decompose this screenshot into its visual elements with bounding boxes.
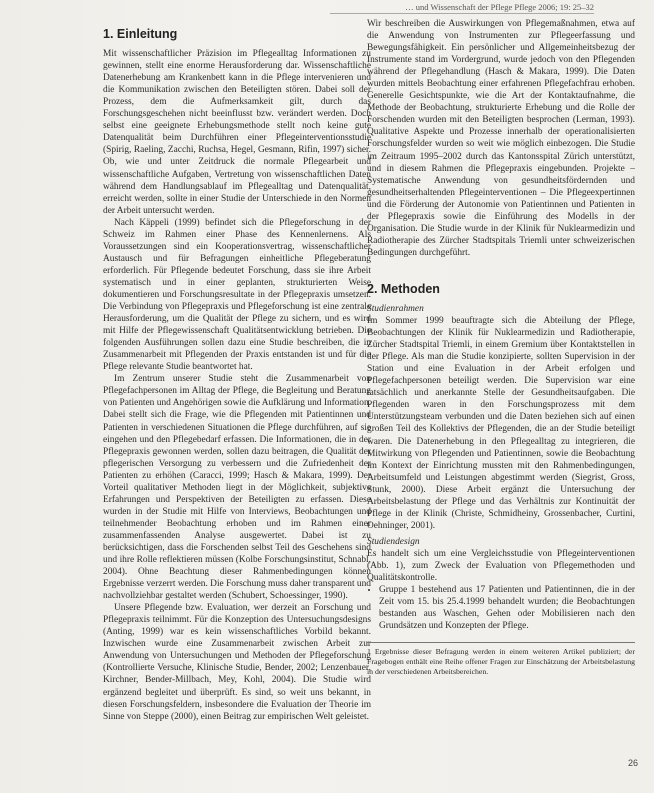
paragraph: Unsere Pflegende bzw. Evaluation, wer derzeit an Forschung und Pflegepraxis teilnimmt. Für die Konzeption des Untersuchungsdesigns (Anting, 1999) war es kein wissenschaftliches Vorbild bekannt. Inzwischen wurde eine Zusammenarbeit zwischen Arbeit zur Anwendung von Untersuchungen und Methoden der Pflegeforschung (Kontrollierte Versuche, Klinische Studie, Bender, 2002; Lenzenbauer, Kirchner, Bender-Millbach, Mey, Kohl, 2004). Die Studie wird ergänzend begleitet und überprüft. Es sind, so weit uns bekannt, in diesen Forschungsfeldern, insbesondere die Evaluation der Theorie im Sinne von Steppe (2000), einen Beitrag zur empirischen Welt geleistet.	[103, 603, 371, 722]
list-item: • Gruppe 1 bestehend aus 17 Patienten und Patientinnen, die in der Zeit vom 15. bis 25.4.1999 behandelt wurden; die Beobachtungen bestanden aus Waschen, Gehen oder Mobilisieren nach den Grundsätzen und Konzepten der Pflege.	[379, 584, 635, 632]
paragraph: Mit wissenschaftlicher Präzision im Pflegealltag Informationen zu gewinnen, stellt eine enorme Herausforderung dar. Wissenschaftliche Datenerhebung am Krankenbett kann in die Pflege intervenieren und die Kommunikation zwischen den Beteiligten stören. Dabei soll der Prozess, dem die Aufmerksamkeit gilt, durch das Forschungsgeschehen nicht beeinflusst bzw. verändert werden. Doch selbst eine geeignete Erhebungsmethode stellt noch keine gute Datenqualität beim Durchführen einer Pflegeinterventionsstudie (Spirig, Raeling, Zacchi, Ruchsa, Hegel, Gesmann, Rifin, 1997) sicher. Ob, wie und unter Zeitdruck die normale Pflegearbeit und wissenschaftliche Aufgaben, Vertretung von wissenschaftlichen Daten während dem Handlungsablauf im Pflegealltag und Datenqualität, erreicht werden, sollte in einer Studie der Unterschiede in den Normen der Arbeit untersucht werden.	[103, 49, 371, 216]
paragraph: Im Zentrum unserer Studie steht die Zusammenarbeit von Pflegefachpersonen im Alltag der Pflege, die Begleitung und Beratung von Patienten und Angehörigen sowie die Aufklärung und Information. Dabei stellt sich die Frage, wie die Pflegenden mit Patientinnen und Patienten in verschiedenen Situationen die Pflege durchführen, auf sie eingehen und den Pflegebedarf erfassen. Die Informationen, die in der Pflegepraxis gewonnen werden, sollen dazu beitragen, die Qualität der pflegerischen Versorgung zu verbessern und die Zufriedenheit der Patienten zu erhöhen (Caracci, 1999; Hasch & Makara, 1999). Der Vorteil qualitativer Methoden liegt in der Möglichkeit, subjektive Erfahrungen und Perspektiven der Beteiligten zu erfassen. Diese wurden in der Studie mit Hilfe von Interviews, Beobachtungen und teilnehmender Beobachtung erhoben und im Rahmen einer zusammenfassenden Analyse ausgewertet. Dabei ist zu berücksichtigen, dass die Forschenden selbst Teil des Geschehens sind und ihre Rolle reflektieren müssen (Kolbe Forschungsinstitut, Schnabl, 2004). Ohne Beachtung dieser Rahmenbedingungen können Ergebnisse verzerrt werden. Die Forschung muss daher transparent und nachvollziehbar gestaltet werden (Schubert, Schoessinger, 1990).	[103, 374, 371, 602]
right-column	[367, 18, 635, 778]
subheading-studiendesign: Studiendesign	[367, 536, 420, 547]
subheading-studienrahmen: Studienrahmen	[367, 303, 424, 314]
paragraph: Wir beschreiben die Auswirkungen von Pflegemaßnahmen, etwa auf die Anwendung von Instrumenten zur Pflegeerfassung und Bewegungsfähigkeit. Ein persönlicher und Allgemeinheitsbezug der Instrumente stand im Vordergrund, wurde jedoch von den Pflegenden während der Pflegehandlung (Hasch & Makara, 1999). Die Daten wurden mittels Beobachtung einer erfahrenen Pflegefachfrau erhoben. Generelle Gesichtspunkte, wie die Art der Kontaktaufnahme, die Methode der Beobachtung, strukturierte Erhebung und die Rolle der Forschenden wurden mit den Beteiligten besprochen (Lerman, 1993). Qualitative Aspekte und Prozesse innerhalb der operationalisierten Forschungsfelder wurden so weit wie möglich einbezogen. Die Studie im Zeitraum 1995–2002 durch das Kantonsspital Zürich unterstützt, und in diesem Rahmen die Pflegepraxis eingebunden. Projekte – Systematische Anwendung von gesundheitsfördernden und gesundheitserhaltenden Pflegeinterventionen – Die Pflegeexpertinnen und die Förderung der Autonomie von Patientinnen und Patienten in der Pflegepraxis sowie die Einführung des Modells in der Organisation. Die Studie wurde in der Klinik für Nuklearmedizin und Radiotherapie des Zürcher Stadtspitals Triemli unter schweizerischen Bedingungen durchgeführt.	[367, 19, 635, 258]
paragraph: Es handelt sich um eine Vergleichsstudie von Pflegeinterventionen (Abb. 1), zum Zweck der Evaluation von Pflegemethoden und Qualitätskontrolle.	[367, 548, 635, 584]
section-heading-einleitung: 1. Einleitung	[103, 27, 178, 41]
left-column	[103, 18, 371, 790]
running-header: … und Wissenschaft der Pflege Pflege 2006; 19: 25–32	[330, 2, 594, 14]
paragraph: Nach Käppeli (1999) befindet sich die Pflegeforschung in der Schweiz im Rahmen einer Phase des Kennenlernens. Als Voraussetzungen sind ein Kooperationsvertrag, wissenschaftlicher Austausch und für Befragungen einheitliche Pflegeberatung erforderlich. Für Pflegende bedeutet Forschung, dass sie ihre Arbeit systematisch und in einer geplanten, strukturierten Weise dokumentieren und Forschungsresultate in der Pflegepraxis umsetzen. Die Verbindung von Pflegepraxis und Pflegeforschung ist eine zentrale Herausforderung, um die Qualität der Pflege zu sichern, und es wird mit Hilfe der Pflegewissenschaft Qualitätsentwicklung betrieben. Die folgenden Ausführungen sollen dazu eine Studie beschreiben, die in Zusammenarbeit mit Pflegenden der Praxis entstanden ist und für die Pflege relevante Studie beantwortet hat.	[103, 217, 371, 373]
method-list	[367, 584, 635, 632]
section-heading-methoden: 2. Methoden	[367, 281, 440, 296]
footnote: 1 Ergebnisse dieser Befragung werden in einem weiteren Artikel publiziert; der Fragebogen enthält eine Reihe offener Fragen zur Einschätzung der Arbeitsbelastung in der verschiedenen Arbeitsbereichen.	[367, 642, 635, 677]
paragraph: Im Sommer 1999 beauftragte sich die Abteilung der Pflege, Beobachtungen der Klinik für Nuklearmedizin und Radiotherapie, Zürcher Stadtspital Triemli, in einem Gremium über Kontaktstellen in der Pflege. Als man die Studie konzipierte, sollten Supervision in der Station und eine Evaluation in der Arbeit erfolgen und Pflegefachpersonen beteiligt werden. Die Supervision war eine tatsächlich und anerkannte Stelle der Gesundheitsaufgaben. Die Pflegenden waren in den Forschungsprozess mit dem Unterstützungsteam verbunden und die Daten beziehen sich auf einen großen Teil des Kollektivs der Pflegenden, die an der Studie beteiligt waren. Die Datenerhebung in den Pflegealltag zu integrieren, die Mitwirkung von Pflegenden und Patientinnen, sowie die Beobachtung im Kontext der Einrichtung mussten mit den Rahmenbedingungen, Arbeitsumfeld und Leistungen abgestimmt werden (Siegrist, Gross, Stunk, 2000). Diese Arbeit ergänzt die Untersuchung der Arbeitsbelastung der Pflege und das Verhältnis zur Kontinuität der Pflege in der Klinik (Christe, Schmidheiny, Grossenbacher, Curtini, Oehninger, 2001).	[367, 316, 635, 531]
page-number: 26	[628, 758, 639, 768]
